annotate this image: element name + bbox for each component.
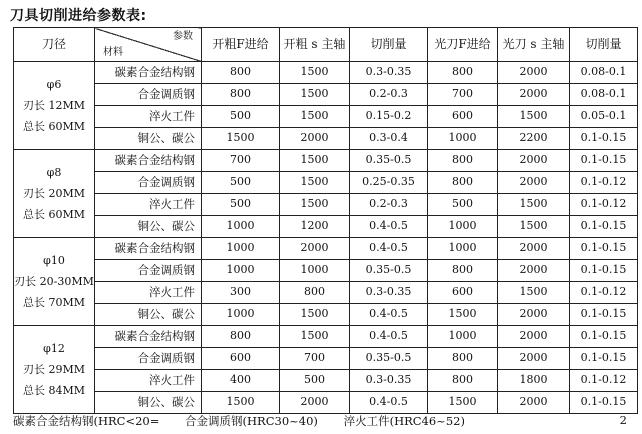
header-col: 光刀 s 主轴: [498, 28, 570, 62]
value-cell: 0.3-0.4: [350, 128, 428, 150]
value-cell: 1500: [280, 172, 350, 194]
tool-spec-line: 总长 60MM: [22, 208, 86, 221]
value-cell: 0.05-0.1: [570, 106, 638, 128]
footer-notes: [13, 413, 627, 429]
header-material-label: 材料: [103, 47, 123, 58]
value-cell: 0.1-0.15: [570, 128, 638, 150]
value-cell: 0.2-0.3: [350, 84, 428, 106]
table-row: [14, 194, 638, 216]
table-row: [14, 282, 638, 304]
value-cell: 800: [428, 260, 498, 282]
value-cell: 1500: [202, 392, 280, 414]
footer-note: 合金调质钢(HRC30~40): [185, 414, 318, 428]
material-cell: 碳素合金结构钢: [95, 150, 202, 172]
value-cell: 0.1-0.15: [570, 238, 638, 260]
value-cell: 1500: [498, 216, 570, 238]
material-cell: 淬火工件: [95, 282, 202, 304]
value-cell: 0.1-0.12: [570, 370, 638, 392]
table-row: [14, 106, 638, 128]
value-cell: 500: [202, 194, 280, 216]
tool-spec-cell: [14, 62, 95, 150]
tool-spec-line: 总长 84MM: [22, 384, 86, 397]
value-cell: 2000: [498, 150, 570, 172]
material-cell: 合金调质钢: [95, 348, 202, 370]
value-cell: 0.35-0.5: [350, 150, 428, 172]
value-cell: 500: [202, 172, 280, 194]
table-row: [14, 216, 638, 238]
value-cell: 500: [428, 194, 498, 216]
value-cell: 0.3-0.35: [350, 62, 428, 84]
header-col: 光刀F进给: [428, 28, 498, 62]
value-cell: 1000: [428, 128, 498, 150]
header-row: [14, 28, 638, 62]
value-cell: 0.2-0.3: [350, 194, 428, 216]
value-cell: 1500: [428, 304, 498, 326]
value-cell: 0.4-0.5: [350, 326, 428, 348]
header-col: 开粗 s 主轴: [280, 28, 350, 62]
value-cell: 1500: [202, 128, 280, 150]
value-cell: 800: [202, 84, 280, 106]
material-cell: 碳素合金结构钢: [95, 238, 202, 260]
value-cell: 2000: [280, 128, 350, 150]
value-cell: 700: [202, 150, 280, 172]
value-cell: 1000: [428, 216, 498, 238]
tool-spec-line: 刃长 29MM: [22, 363, 86, 376]
page-number: 2: [619, 413, 627, 427]
value-cell: 0.1-0.12: [570, 194, 638, 216]
value-cell: 0.1-0.15: [570, 392, 638, 414]
value-cell: 0.4-0.5: [350, 238, 428, 260]
value-cell: 0.1-0.15: [570, 348, 638, 370]
value-cell: 1000: [202, 304, 280, 326]
tool-spec-cell: [14, 326, 95, 414]
value-cell: 1500: [498, 106, 570, 128]
table-row: [14, 326, 638, 348]
value-cell: 1800: [498, 370, 570, 392]
value-cell: 1000: [428, 326, 498, 348]
table-row: [14, 348, 638, 370]
value-cell: 1500: [498, 194, 570, 216]
tool-spec-cell: [14, 150, 95, 238]
material-cell: 合金调质钢: [95, 172, 202, 194]
header-tool-diameter: 刀径: [14, 28, 95, 62]
value-cell: 800: [428, 370, 498, 392]
tool-spec-cell: [14, 238, 95, 326]
table-row: [14, 84, 638, 106]
material-cell: 合金调质钢: [95, 260, 202, 282]
header-param-material-cell: [95, 28, 202, 62]
value-cell: 2000: [498, 348, 570, 370]
value-cell: 1000: [280, 260, 350, 282]
tool-spec-line: φ8: [46, 166, 62, 179]
tool-spec-line: 刃长 20MM: [22, 187, 86, 200]
header-col: 切削量: [570, 28, 638, 62]
value-cell: 0.1-0.15: [570, 150, 638, 172]
value-cell: 0.08-0.1: [570, 84, 638, 106]
material-cell: 淬火工件: [95, 106, 202, 128]
header-param-label: 参数: [173, 31, 193, 42]
table-row: [14, 304, 638, 326]
footer-note: 淬火工件(HRC46~52): [343, 414, 465, 428]
material-cell: 铜公、碳公: [95, 304, 202, 326]
footer-note: 碳素合金结构钢(HRC<20=: [13, 414, 160, 428]
value-cell: 0.4-0.5: [350, 392, 428, 414]
value-cell: 1000: [202, 238, 280, 260]
value-cell: 1000: [202, 260, 280, 282]
value-cell: 2000: [280, 392, 350, 414]
page-title: 刀具切削进给参数表:: [10, 8, 147, 24]
table-row: [14, 62, 638, 84]
table-row: [14, 370, 638, 392]
value-cell: 600: [202, 348, 280, 370]
value-cell: 0.1-0.15: [570, 260, 638, 282]
material-cell: 铜公、碳公: [95, 128, 202, 150]
value-cell: 2000: [498, 84, 570, 106]
value-cell: 0.1-0.15: [570, 304, 638, 326]
table-row: [14, 392, 638, 414]
table-row: [14, 128, 638, 150]
material-cell: 合金调质钢: [95, 84, 202, 106]
value-cell: 0.4-0.5: [350, 304, 428, 326]
table-body: [14, 62, 638, 414]
value-cell: 1500: [280, 326, 350, 348]
value-cell: 800: [202, 62, 280, 84]
tool-spec-line: 总长 70MM: [22, 296, 86, 309]
table-row: [14, 150, 638, 172]
tool-spec-line: φ12: [43, 342, 65, 355]
value-cell: 2000: [498, 260, 570, 282]
material-cell: 淬火工件: [95, 370, 202, 392]
value-cell: 0.35-0.5: [350, 260, 428, 282]
value-cell: 2200: [498, 128, 570, 150]
tool-spec-line: φ10: [43, 254, 65, 267]
value-cell: 1500: [280, 304, 350, 326]
tool-spec-line: 总长 60MM: [22, 120, 86, 133]
value-cell: 400: [202, 370, 280, 392]
value-cell: 1500: [498, 282, 570, 304]
value-cell: 800: [280, 282, 350, 304]
value-cell: 1500: [280, 106, 350, 128]
value-cell: 2000: [498, 172, 570, 194]
value-cell: 0.1-0.12: [570, 172, 638, 194]
value-cell: 0.3-0.35: [350, 370, 428, 392]
value-cell: 1500: [428, 392, 498, 414]
value-cell: 1000: [202, 216, 280, 238]
cutting-parameter-table: [13, 27, 638, 414]
material-cell: 铜公、碳公: [95, 216, 202, 238]
value-cell: 0.08-0.1: [570, 62, 638, 84]
header-col: 开粗F进给: [202, 28, 280, 62]
value-cell: 2000: [498, 62, 570, 84]
table-row: [14, 260, 638, 282]
value-cell: 500: [202, 106, 280, 128]
material-cell: 碳素合金结构钢: [95, 62, 202, 84]
tool-spec-line: 刃长 20-30MM: [14, 275, 94, 288]
value-cell: 2000: [280, 238, 350, 260]
value-cell: 800: [202, 326, 280, 348]
tool-spec-line: 刃长 12MM: [22, 99, 86, 112]
value-cell: 0.3-0.35: [350, 282, 428, 304]
value-cell: 600: [428, 106, 498, 128]
material-cell: 铜公、碳公: [95, 392, 202, 414]
value-cell: 700: [428, 84, 498, 106]
value-cell: 700: [280, 348, 350, 370]
value-cell: 0.4-0.5: [350, 216, 428, 238]
table-row: [14, 238, 638, 260]
value-cell: 2000: [498, 304, 570, 326]
value-cell: 2000: [498, 238, 570, 260]
value-cell: 800: [428, 150, 498, 172]
value-cell: 1500: [280, 84, 350, 106]
value-cell: 1500: [280, 150, 350, 172]
value-cell: 1500: [280, 194, 350, 216]
value-cell: 1000: [428, 238, 498, 260]
value-cell: 0.25-0.35: [350, 172, 428, 194]
value-cell: 0.1-0.15: [570, 216, 638, 238]
value-cell: 500: [280, 370, 350, 392]
value-cell: 2000: [498, 392, 570, 414]
tool-spec-line: φ6: [46, 78, 62, 91]
value-cell: 600: [428, 282, 498, 304]
value-cell: 1200: [280, 216, 350, 238]
value-cell: 2000: [498, 326, 570, 348]
value-cell: 1500: [280, 62, 350, 84]
table-row: [14, 172, 638, 194]
material-cell: 碳素合金结构钢: [95, 326, 202, 348]
value-cell: 300: [202, 282, 280, 304]
value-cell: 800: [428, 62, 498, 84]
value-cell: 0.35-0.5: [350, 348, 428, 370]
header-col: 切削量: [350, 28, 428, 62]
value-cell: 800: [428, 348, 498, 370]
value-cell: 0.15-0.2: [350, 106, 428, 128]
value-cell: 0.1-0.12: [570, 282, 638, 304]
value-cell: 0.1-0.15: [570, 326, 638, 348]
material-cell: 淬火工件: [95, 194, 202, 216]
value-cell: 800: [428, 172, 498, 194]
